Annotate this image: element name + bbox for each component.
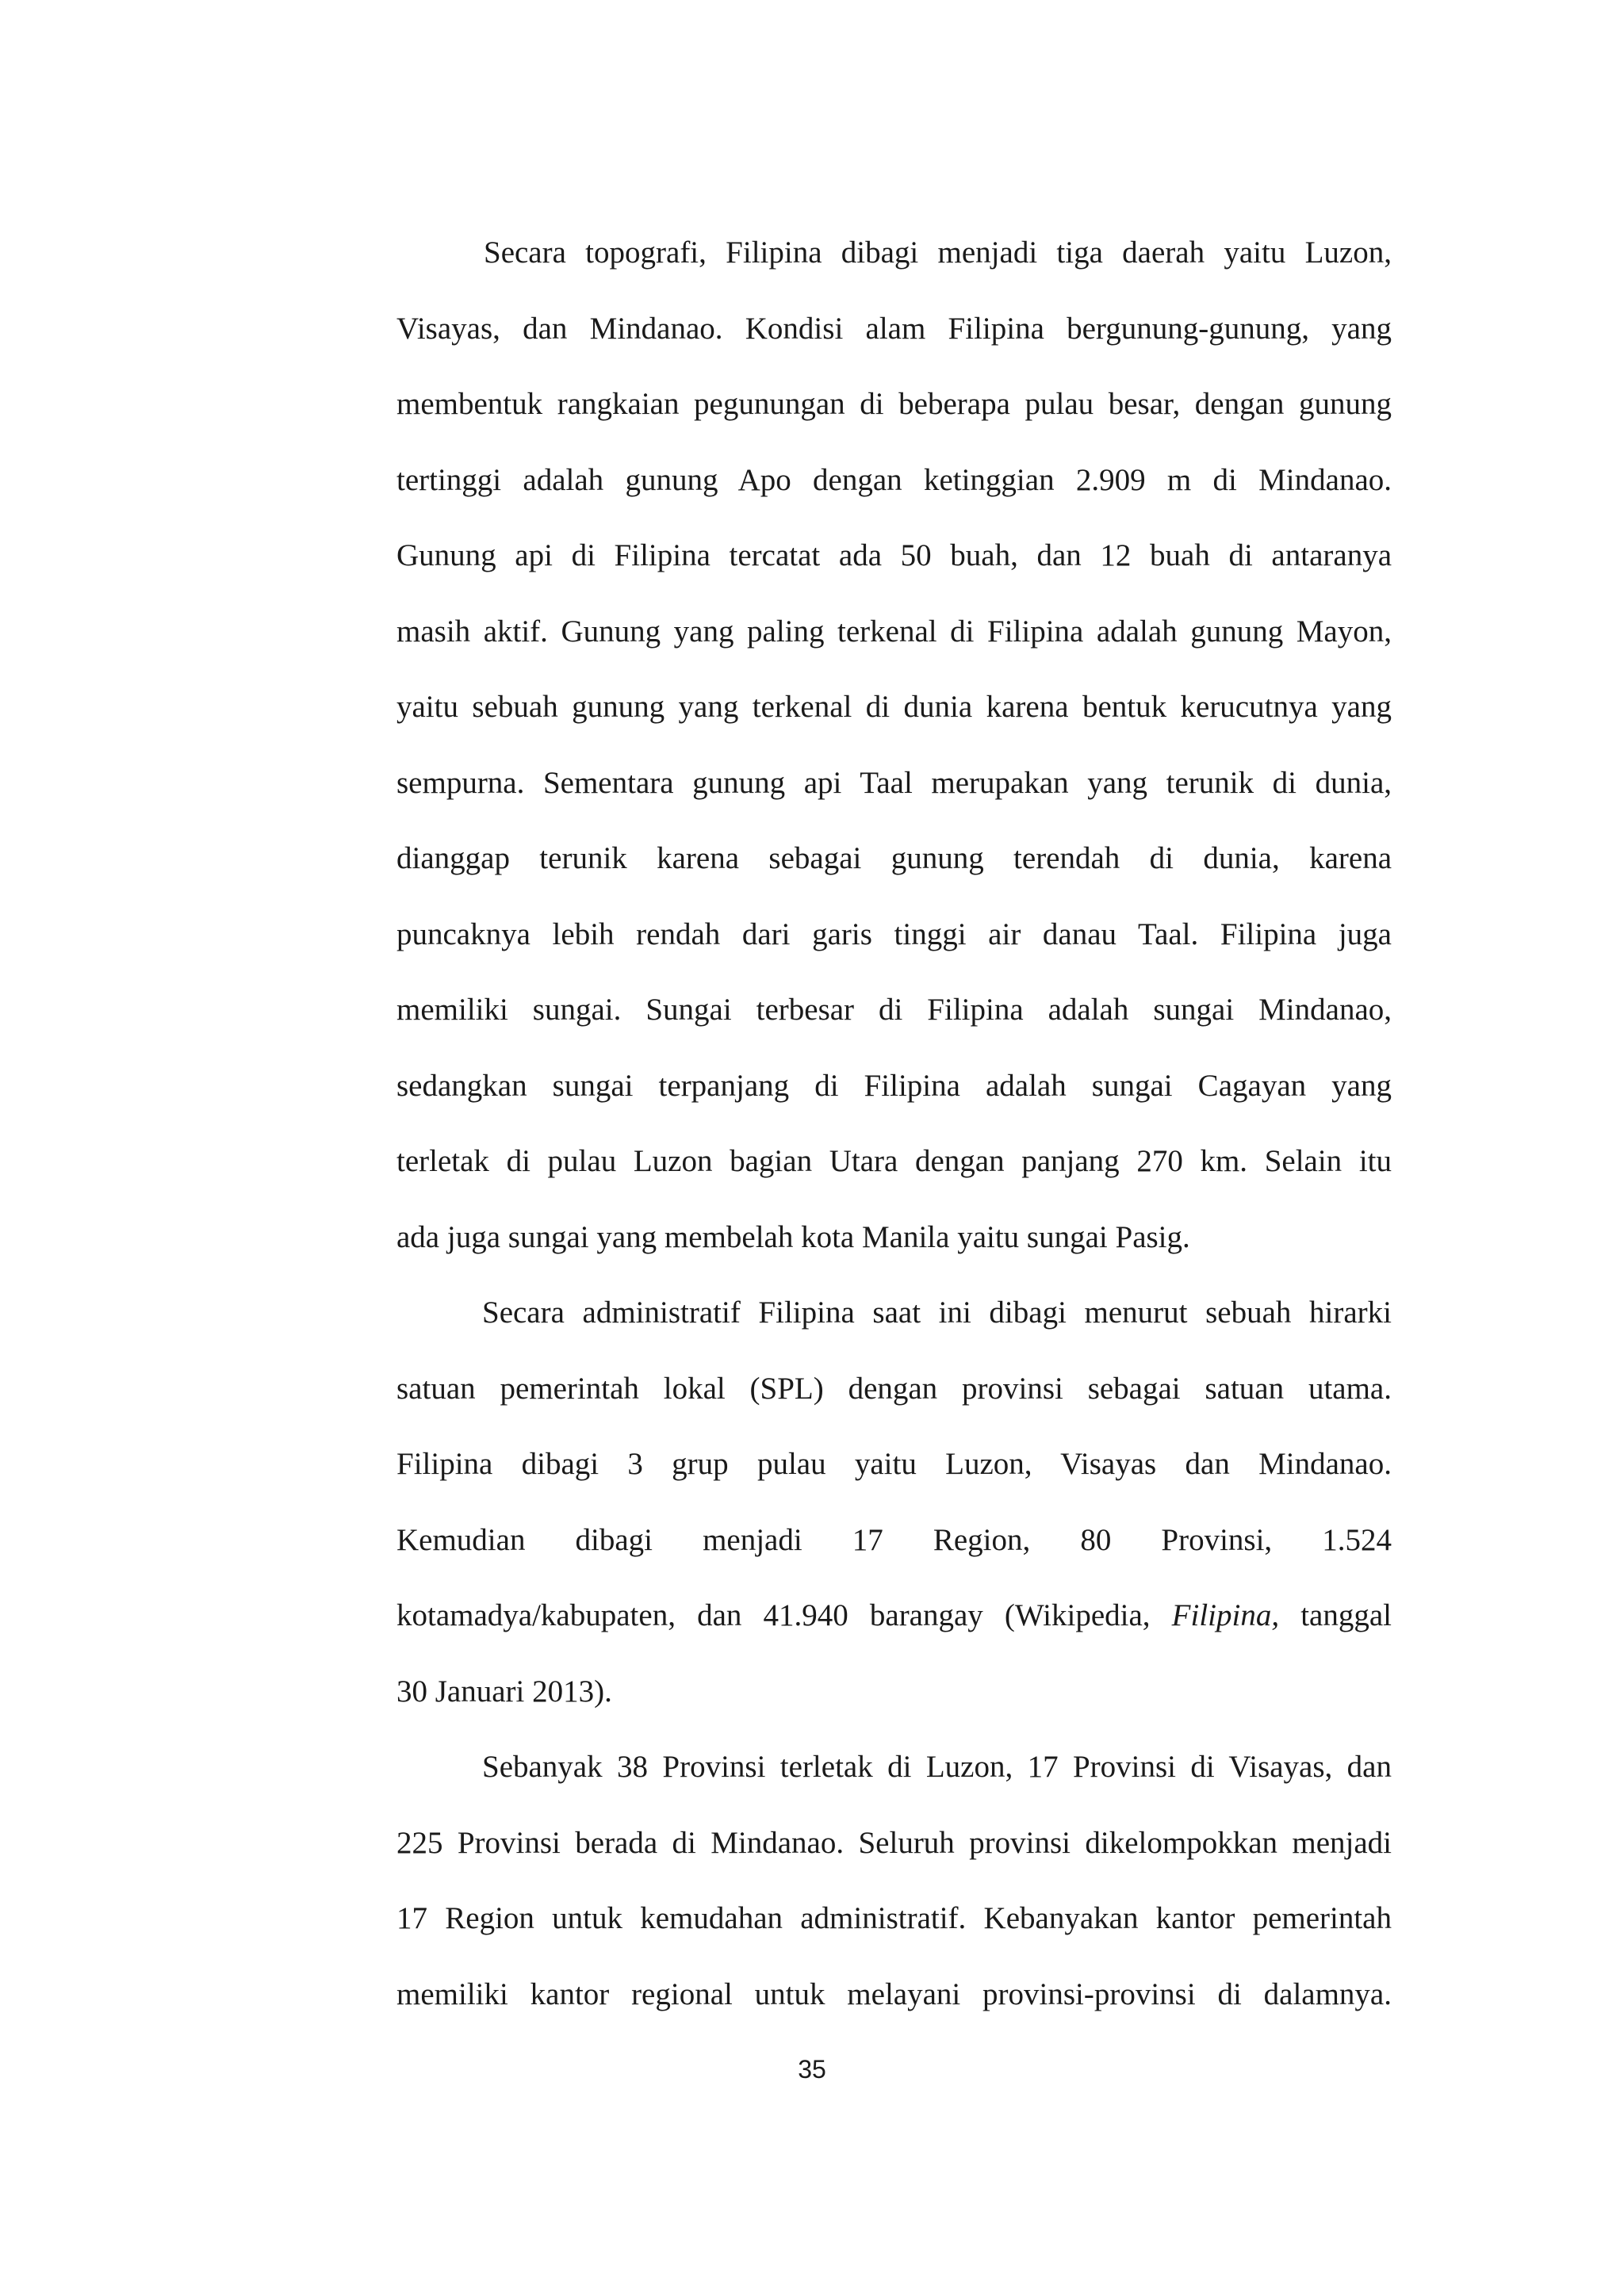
text-line: 30 Januari 2013). — [396, 1674, 612, 1709]
text-line: terletak di pulau Luzon bagian Utara dengan panjang 270 km. Selain itu — [396, 1144, 1392, 1178]
text-line: memiliki sungai. Sungai terbesar di Filipina adalah sungai Mindanao, — [396, 993, 1392, 1027]
text-line: Secara topografi, Filipina dibagi menjadi tiga daerah yaitu Luzon, — [484, 235, 1392, 270]
text-line: Secara administratif Filipina saat ini dibagi menurut sebuah hirarki — [482, 1295, 1392, 1330]
text-line: 17 Region untuk kemudahan administratif. Kebanyakan kantor pemerintah — [396, 1901, 1392, 1935]
text-line: masih aktif. Gunung yang paling terkenal di Filipina adalah gunung Mayon, — [396, 614, 1392, 649]
text-line: yaitu sebuah gunung yang terkenal di dunia karena bentuk kerucutnya yang — [396, 690, 1392, 724]
text-line: memiliki kantor regional untuk melayani provinsi-provinsi di dalamnya. — [396, 1976, 1392, 2011]
citation-text: kotamadya/kabupaten, dan 41.940 barangay (Wikipedia, — [396, 1598, 1151, 1632]
text-line: puncaknya lebih rendah dari garis tinggi air danau Taal. Filipina juga — [396, 916, 1392, 951]
text-line: ada juga sungai yang membelah kota Manila yaitu sungai Pasig. — [396, 1219, 1190, 1254]
text-line: membentuk rangkaian pegunungan di beberapa pulau besar, dengan gunung — [396, 387, 1392, 421]
text-line: satuan pemerintah lokal (SPL) dengan provinsi sebagai satuan utama. — [396, 1371, 1392, 1406]
text-line: Sebanyak 38 Provinsi terletak di Luzon, 17 Provinsi di Visayas, dan — [482, 1750, 1392, 1784]
text-line: Kemudian dibagi menjadi 17 Region, 80 Provinsi, 1.524 — [396, 1522, 1392, 1557]
citation-date-word: tanggal — [1300, 1598, 1392, 1632]
text-line: Gunung api di Filipina tercatat ada 50 buah, dan 12 buah di antaranya — [396, 538, 1392, 572]
text-line: 225 Provinsi berada di Mindanao. Seluruh provinsi dikelompokkan menjadi — [396, 1825, 1392, 1860]
text-line: tertinggi adalah gunung Apo dengan ketinggian 2.909 m di Mindanao. — [396, 462, 1392, 497]
paragraph-topography — [396, 224, 1392, 1284]
text-line-with-citation — [396, 1587, 1392, 1663]
text-line: Visayas, dan Mindanao. Kondisi alam Filipina bergunung-gunung, yang — [396, 311, 1392, 346]
text-line: dianggap terunik karena sebagai gunung terendah di dunia, karena — [396, 841, 1392, 875]
paragraph-provinces — [396, 1739, 1392, 2042]
text-line: Filipina dibagi 3 grup pulau yaitu Luzon, Visayas dan Mindanao. — [396, 1447, 1392, 1481]
page-number: 35 — [798, 2055, 826, 2084]
text-line: sempurna. Sementara gunung api Taal merupakan yang terunik di dunia, — [396, 765, 1392, 800]
paragraph-administration — [396, 1284, 1392, 1739]
text-line: sedangkan sungai terpanjang di Filipina adalah sungai Cagayan yang — [396, 1068, 1392, 1103]
body-text — [396, 224, 1392, 2042]
citation-italic-title: Filipina, — [1171, 1598, 1280, 1632]
